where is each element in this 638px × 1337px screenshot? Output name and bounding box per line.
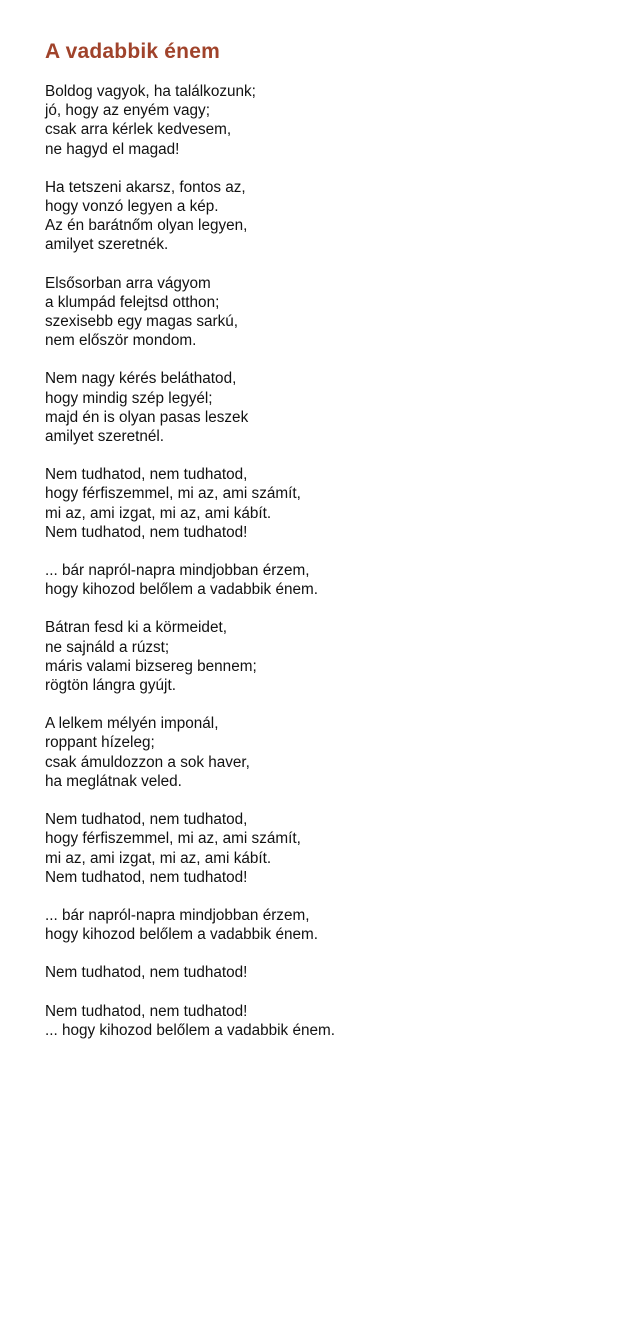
stanza (45, 906, 605, 944)
poem-line: ne hagyd el magad! (45, 140, 180, 158)
stanza (45, 714, 605, 791)
poem-line: a klumpád felejtsd otthon; (45, 293, 220, 311)
poem-line: jó, hogy az enyém vagy; (45, 102, 210, 120)
poem-line: Nem nagy kérés beláthatod, (45, 370, 237, 388)
poem-title: A vadabbik énem (45, 40, 220, 63)
stanza (45, 810, 605, 887)
poem-line: hogy férfiszemmel, mi az, ami számít, (45, 830, 301, 848)
poem-line: majd én is olyan pasas leszek (45, 408, 249, 426)
poem-line: ... hogy kihozod belőlem a vadabbik énem. (45, 1021, 335, 1039)
poem-line: amilyet szeretnék. (45, 236, 169, 254)
poem-line: Nem tudhatod, nem tudhatod! (45, 964, 248, 982)
poem-line: Elsősorban arra vágyom (45, 274, 211, 292)
poem-line: ... bár napról-napra mindjobban érzem, (45, 562, 310, 580)
stanza (45, 963, 605, 982)
stanza (45, 561, 605, 599)
poem-line: A lelkem mélyén imponál, (45, 715, 219, 733)
poem-line: ... bár napról-napra mindjobban érzem, (45, 906, 310, 924)
poem-line: csak ámuldozzon a sok haver, (45, 753, 250, 771)
poem-line: amilyet szeretnél. (45, 428, 165, 446)
poem-line: Nem tudhatod, nem tudhatod, (45, 811, 248, 829)
stanza (45, 274, 605, 351)
poem-line: csak arra kérlek kedvesem, (45, 121, 232, 139)
poem-line: szexisebb egy magas sarkú, (45, 313, 239, 331)
poem-line: mi az, ami izgat, mi az, ami kábít. (45, 504, 272, 522)
poem-line: máris valami bizsereg bennem; (45, 657, 257, 675)
stanza (45, 1002, 605, 1040)
poem-line: Nem tudhatod, nem tudhatod! (45, 868, 248, 886)
poem-line: Boldog vagyok, ha találkozunk; (45, 83, 256, 100)
poem-line: hogy kihozod belőlem a vadabbik énem. (45, 581, 318, 599)
stanza (45, 465, 605, 542)
poem-line: Az én barátnőm olyan legyen, (45, 217, 248, 235)
stanza (45, 618, 605, 695)
poem-line: rögtön lángra gyújt. (45, 677, 176, 695)
poem-line: Nem tudhatod, nem tudhatod! (45, 1002, 248, 1020)
poem-line: roppant hízeleg; (45, 734, 155, 752)
poem-line: mi az, ami izgat, mi az, ami kábít. (45, 849, 272, 867)
poem-line: Ha tetszeni akarsz, fontos az, (45, 178, 246, 196)
poem-line: hogy mindig szép legyél; (45, 389, 213, 407)
document-page (45, 38, 605, 1059)
stanza (45, 82, 605, 159)
poem-line: ha meglátnak veled. (45, 772, 182, 790)
poem-line: hogy vonzó legyen a kép. (45, 198, 219, 216)
stanza (45, 369, 605, 446)
poem-line: Nem tudhatod, nem tudhatod! (45, 523, 248, 541)
poem-line: hogy férfiszemmel, mi az, ami számít, (45, 485, 301, 503)
poem-line: nem először mondom. (45, 332, 197, 350)
stanza (45, 178, 605, 255)
poem-body (45, 82, 605, 1040)
poem-line: Nem tudhatod, nem tudhatod, (45, 466, 248, 484)
poem-line: hogy kihozod belőlem a vadabbik énem. (45, 926, 318, 944)
poem-line: ne sajnáld a rúzst; (45, 638, 170, 656)
poem-line: Bátran fesd ki a körmeidet, (45, 619, 227, 637)
